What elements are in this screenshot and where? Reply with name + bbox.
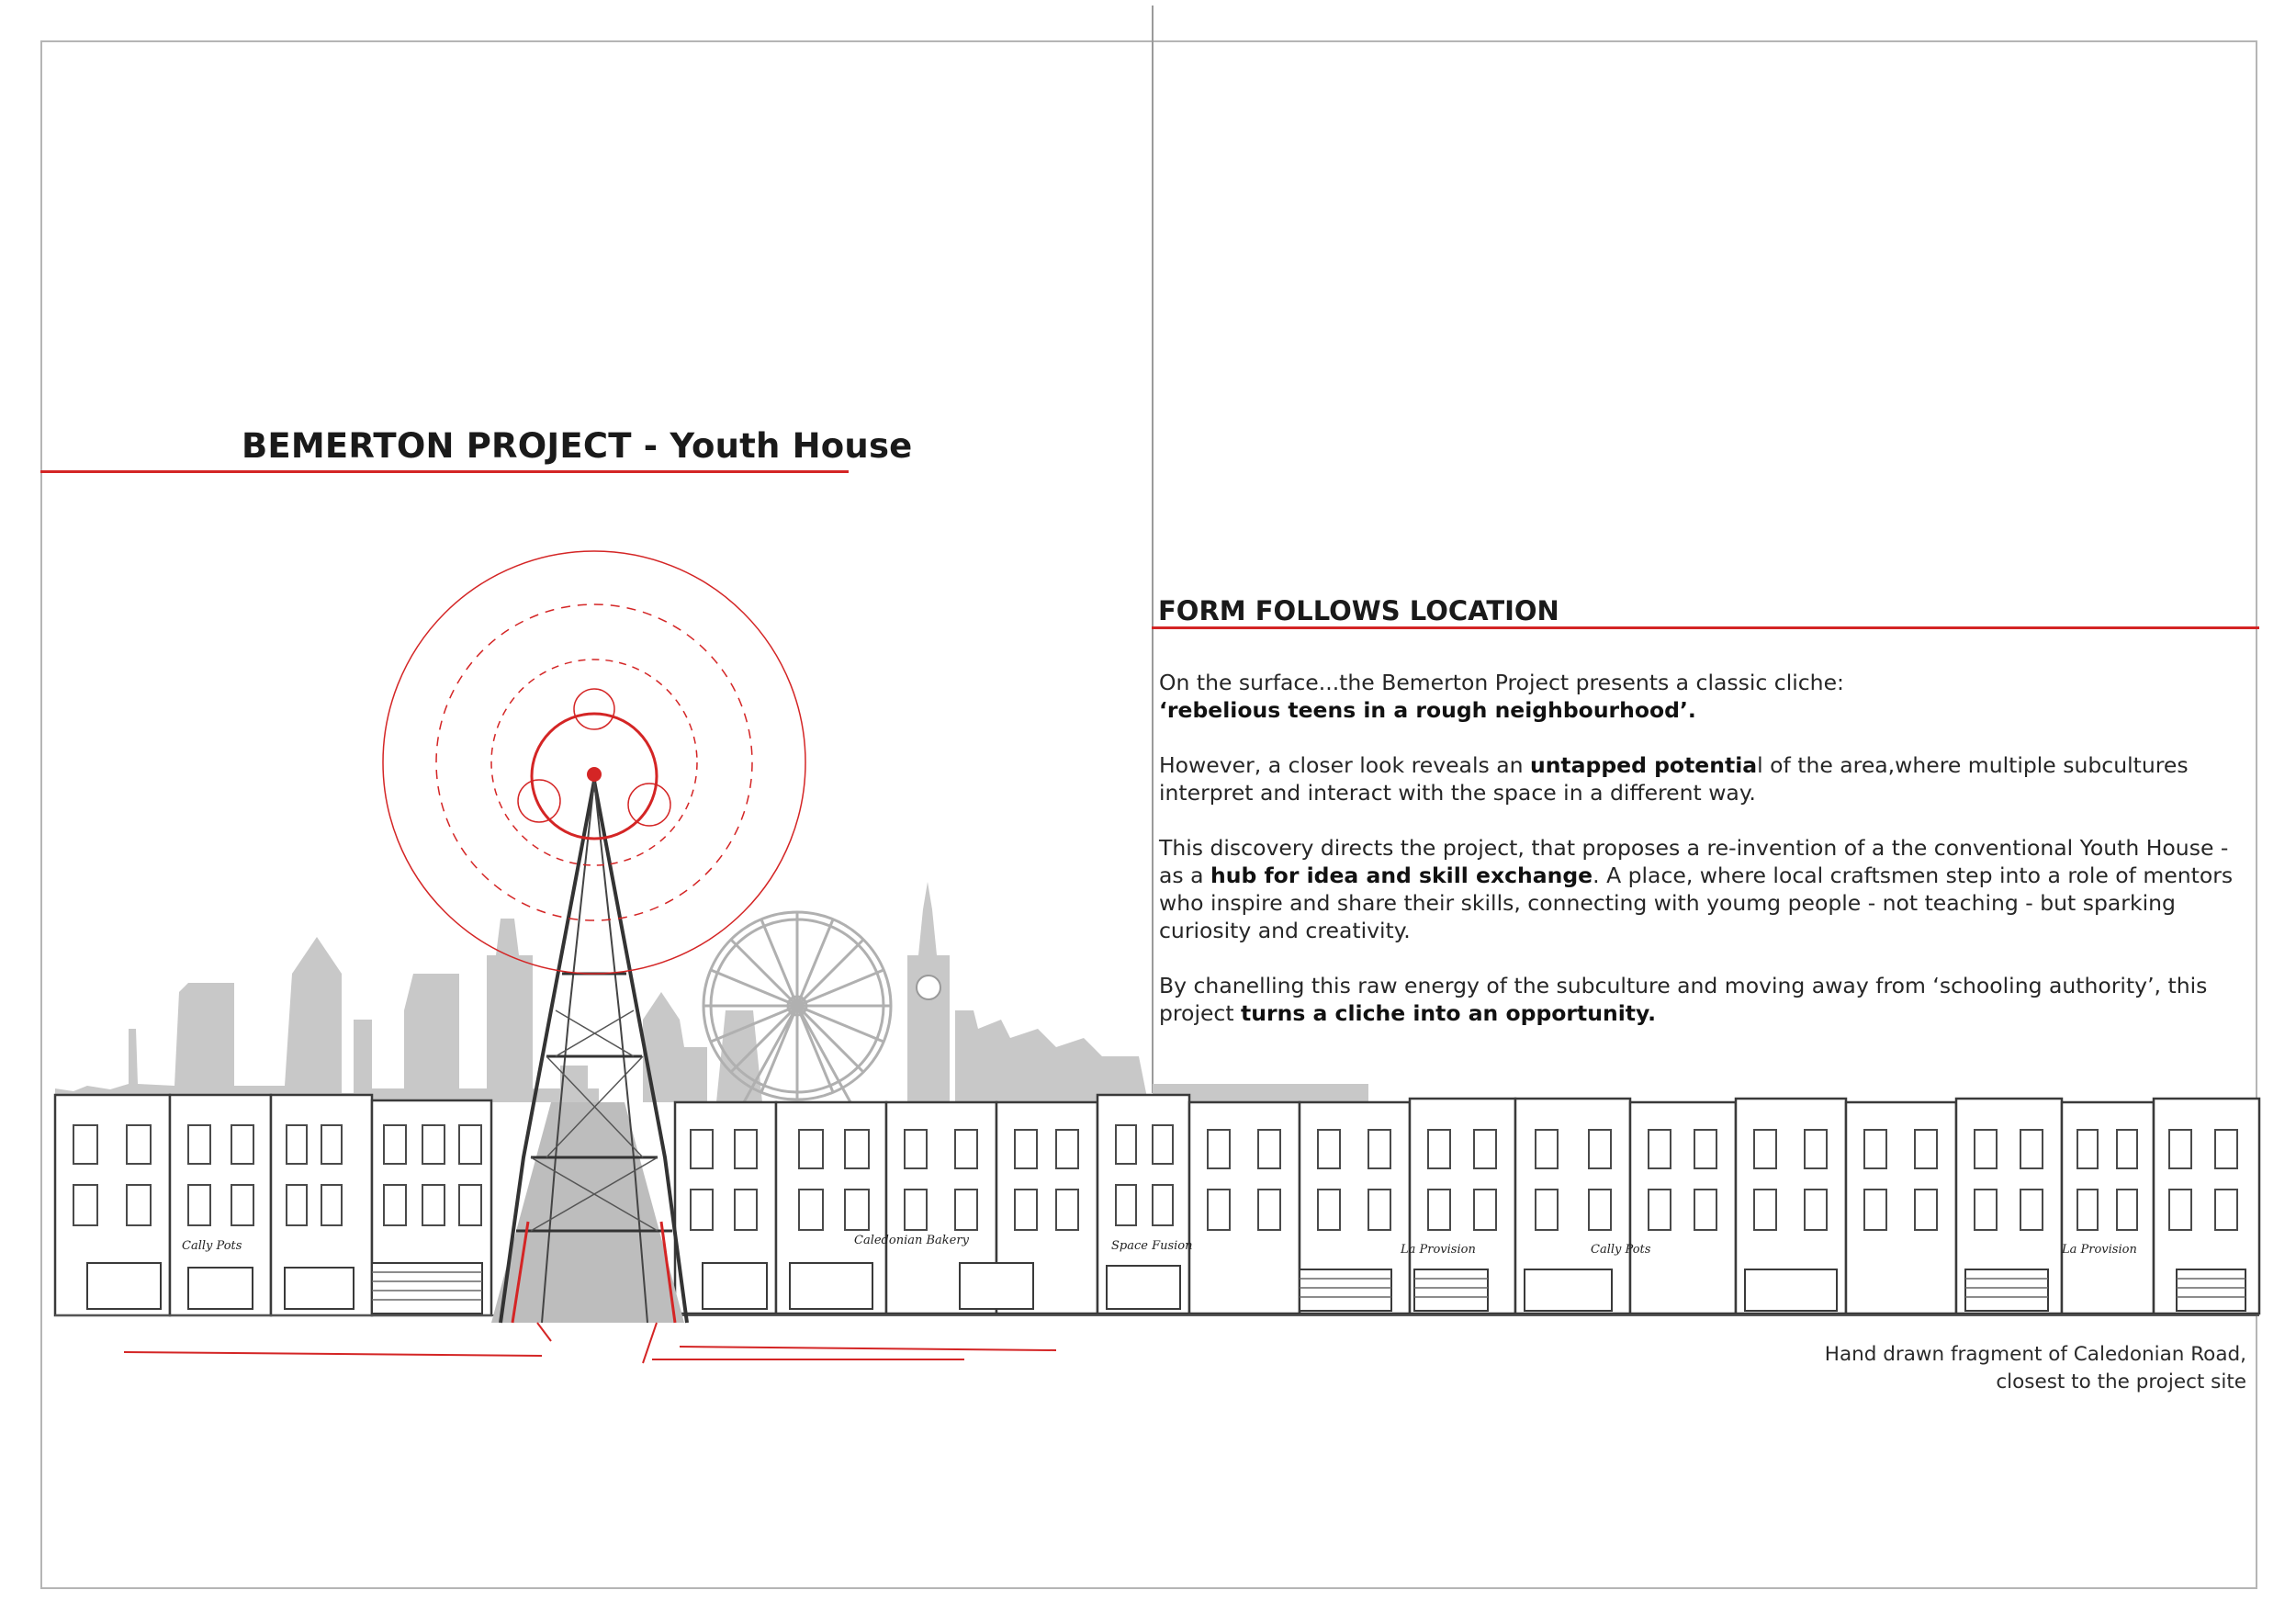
- red-site-lines: [124, 1323, 1056, 1363]
- shop-sign-la-provision-2: La Provision: [2062, 1243, 2137, 1257]
- page-title: BEMERTON PROJECT - Youth House: [242, 426, 913, 466]
- p3-pre: This discovery directs the project, that proposes a re-invention of a the conventional Youth House - as a: [1159, 835, 2229, 888]
- p2-pre: However, a closer look reveals an: [1159, 752, 1530, 778]
- section-heading: FORM FOLLOWS LOCATION: [1158, 595, 1559, 626]
- p1-text: On the surface...the Bemerton Project presents a classic cliche:: [1159, 670, 1844, 695]
- shop-sign-cally-pots: Cally Pots: [182, 1239, 242, 1253]
- p4-pre: By chanelling this raw energy of the subculture and moving away from ‘schooling authority’, this project: [1159, 973, 2208, 1026]
- shop-sign-bakery: Caledonian Bakery: [854, 1234, 969, 1247]
- london-eye: [703, 912, 891, 1102]
- p2-bold: untapped potentia: [1529, 752, 1758, 778]
- p4-bold: turns a cliche into an opportunity.: [1241, 1000, 1657, 1026]
- illustration-caption: [1825, 1341, 2246, 1396]
- shop-sign-cally-pots-2: Cally Pots: [1591, 1243, 1651, 1257]
- caption-line-1: Hand drawn fragment of Caledonian Road,: [1824, 1343, 2246, 1366]
- signal-waves: [383, 551, 805, 974]
- p1-bold: ‘rebelious teens in a rough neighbourhood’.: [1159, 697, 1696, 723]
- p3-bold: hub for idea and skill exchange: [1210, 863, 1593, 888]
- shop-sign-space-fusion: Space Fusion: [1111, 1239, 1193, 1253]
- p2-post: l of the area,where multiple subcultures interpret and interact with the space in a different way.: [1159, 752, 2189, 806]
- p3-post: . A place, where local craftsmen step into a role of mentors who inspire and share their skills, connecting with youmg people - not teaching - but sparking curiosity and creativity.: [1159, 863, 2234, 943]
- caption-line-2: closest to the project site: [1996, 1370, 2246, 1393]
- shop-sign-la-provision: La Provision: [1401, 1243, 1476, 1257]
- big-ben: [907, 955, 950, 1102]
